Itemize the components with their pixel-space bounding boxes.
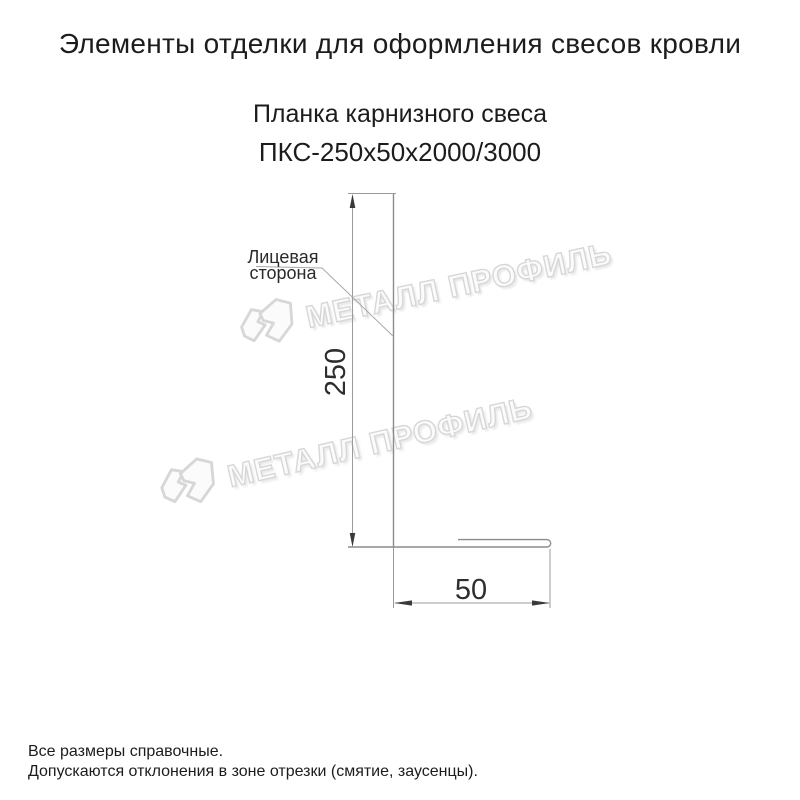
product-name: Планка карнизного свеса (252, 100, 548, 128)
face-side-label-line1: Лицевая (247, 247, 319, 267)
dimension-arrows (350, 194, 550, 606)
width-dimension-value: 50 (454, 574, 488, 606)
profile-outline (348, 194, 551, 548)
arrow-down-icon (350, 533, 356, 547)
footer-note-2: Допускаются отклонения в зоне отрезки (смятие, заусенцы). (28, 763, 478, 780)
page-title: Элементы отделки для оформления свесов кровли (58, 28, 742, 59)
watermark-text: МЕТАЛЛ ПРОФИЛЬ (224, 389, 536, 494)
watermark-text: МЕТАЛЛ ПРОФИЛЬ (302, 235, 615, 335)
footer-notes (28, 742, 478, 782)
height-dimension-value: 250 (320, 347, 352, 397)
dimension-lines (353, 196, 550, 603)
face-side-label-line2: сторона (249, 263, 317, 283)
footer-note-1: Все размеры справочные. (28, 743, 224, 760)
arrow-up-icon (350, 194, 356, 208)
profile-flange-line (348, 540, 551, 547)
product-code: ПКС-250х50х2000/3000 (258, 137, 542, 167)
arrow-right-icon (532, 600, 550, 605)
face-side-label (243, 249, 323, 281)
arrow-left-icon (394, 600, 412, 605)
extension-lines (348, 194, 550, 609)
